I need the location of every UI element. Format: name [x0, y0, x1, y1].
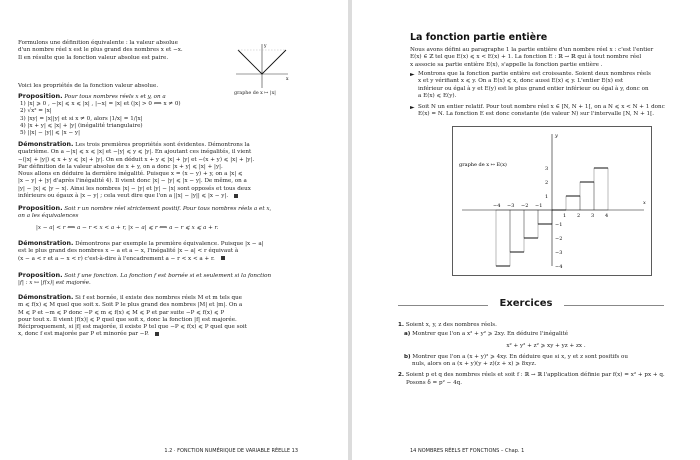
proposition-1: Proposition. Pour tous nombres réels x et y, on a: [18, 92, 166, 100]
abs-graph-x-label: x: [286, 77, 289, 82]
x-tick-label: −4: [493, 203, 501, 209]
floor-function-graph: [452, 126, 652, 276]
left-footer: 1.2 · FONCTION NUMÉRIQUE DE VARIABLE RÉELLE 13: [164, 448, 298, 454]
floor-step-box: [566, 196, 580, 210]
y-tick-label: 2: [545, 180, 549, 186]
y-tick-label: −1: [555, 222, 563, 228]
floor-step-box: [524, 210, 538, 238]
x-tick-label: 3: [591, 213, 595, 219]
right-intro: Nous avons défini au paragraphe 1 la partie entière d'un nombre réel x : c'est l'entier E(x) ∈ ℤ tel que E(x) ⩽ x < E(x) + 1. La fonction E : ℝ → ℝ qui à tout nombre réel x associe sa partie entière E(x), s'appelle la fonction partie entière .: [410, 47, 654, 68]
floor-graph-caption: graphe de x ↦ E(x): [459, 162, 507, 168]
prop-item: 1) |x| ⩾ 0 , −|x| ⩽ x ⩽ |x| , |−x| = |x| et (|x| > 0 ⟺ x ≠ 0): [20, 101, 181, 107]
props-list: [20, 101, 320, 137]
prop-item: 3) |xy| = |x||y| et si x ≠ 0, alors |1/x| = 1/|x|: [20, 115, 143, 122]
floor-step-box: [510, 210, 524, 252]
intro-paragraph: Formulons une définition équivalente : la valeur absolue d'un nombre réel x est le plus grand des nombres x et −x. Il en résulte que la fonction valeur absolue est paire.: [18, 40, 183, 61]
side-note: [0, 300, 12, 460]
x-tick-label: 2: [577, 213, 581, 219]
abs-graph-caption: graphe de x ↦ |x|: [234, 91, 276, 96]
floor-step-box: [538, 210, 552, 224]
proposition-2: Proposition. Soit r un nombre réel strictement positif. Pour tous nombres réels a et x, on a les équivalences |x − a| < r ⟺ a − r < x < a + r, |x − a| ⩽ r ⟺ a − r ⩽ x ⩽ a + r.: [18, 204, 272, 231]
proposition-3: Proposition. Soit f une fonction. La fonction f est bornée si et seulement si la fonction |f| : x ↦ |f(x)| est majorée.: [18, 271, 272, 287]
x-tick-label: −1: [535, 203, 543, 209]
right-footer: 14 NOMBRES RÉELS ET FONCTIONS – Chap. 1: [410, 448, 525, 454]
left-page: [0, 0, 348, 460]
y-tick-label: −3: [555, 250, 563, 256]
bullet-2: Soit N un entier relatif. Pour tout nombre réel x ∈ [N, N + 1[, on a N ⩽ x < N + 1 donc E(x) = N. La fonction E est donc constante (de valeur N) sur l'intervalle [N, N + 1[.: [418, 104, 665, 118]
x-tick-label: 1: [563, 213, 567, 219]
x-tick-label: −3: [507, 203, 515, 209]
abs-value-graph: [228, 40, 292, 90]
demonstration-3: Démonstration. Si f est bornée, il existe des nombres réels M et m tels que m ⩽ f(x) ⩽ M quel que soit x. Soit P le plus grand des nombres |M| et |m|. On a M ⩽ P et −m ⩽ P donc −P ⩽ m ⩽ f(x) ⩽ M ⩽ P et par suite −P ⩽ f(x) ⩽ P pour tout x. Il vient |f(x)| ⩽ P quel que soit x, donc la fonction |f| est majorée. Réciproquement, si |f| est majorée, il existe P tel que −P ⩽ f(x) ⩽ P quel que soit x, donc f est majorée par P et minorée par −P.: [18, 294, 247, 338]
y-tick-label: 3: [545, 166, 549, 172]
exercise-1: 1. Soient x, y, z des nombres réels. a) Montrer que l'on a x² + y² ⩾ 2xy. En déduire l'inégalité x² + y² + z² ⩾ xy + yz + zx . b) Montrer que l'on a (x + y)² ⩾ 4xy. En déduire que si x, y et z sont positifs ou nuls, alors on a (x + y)(y + z)(z + x) ⩾ 8xyz. 2. Soient p et q des nombres réels et soit f : ℝ → ℝ l'application définie par f(x) = x² + px + q. Posons δ = p² − 4q.: [398, 322, 665, 386]
bullet-arrow-icon: ►: [410, 104, 415, 111]
prop-item: 5) ||x| − |y|| ⩽ |x − y|: [20, 130, 80, 137]
prop-item: 4) |x + y| ⩽ |x| + |y| (inégalité triangulaire): [20, 122, 143, 129]
demonstration-2: Démonstration. Démontrons par exemple la première équivalence. Puisque |x − a| est le plus grand des nombres x − a et a − x, l'inégalité |x − a| < r équivaut à (x − a < r et a − x < r) c'est-à-dire à l'encadrement a − r < x < a + r.: [18, 240, 264, 262]
qed-mark: [234, 194, 238, 198]
y-tick-label: 1: [545, 194, 549, 200]
exercises-rule-right: [564, 305, 664, 306]
prop-item: 2) √x² = |x|: [20, 108, 52, 115]
floor-step-box: [580, 182, 594, 210]
bullet-arrow-icon: ►: [410, 71, 415, 78]
y-tick-label: −2: [555, 236, 563, 242]
qed-mark: [155, 332, 159, 336]
floor-x-label: x: [643, 200, 646, 206]
props-intro: Voici les propriétés de la fonction valeur absolue.: [18, 83, 159, 89]
abs-graph-y-label: y: [264, 44, 267, 49]
floor-step-box: [496, 210, 510, 266]
y-tick-label: −4: [555, 264, 563, 270]
right-page: [352, 0, 700, 460]
floor-step-box: [594, 168, 608, 210]
demonstration-1: Démonstration. Les trois premières propriétés sont évidentes. Démontrons la quatrième. On a −|x| ⩽ x ⩽ |x| et −|y| ⩽ y ⩽ |y|. En ajoutant ces inégalités, il vient −(|x| + |y|) ⩽ x + y ⩽ |x| + |y|. On en déduit x + y ⩽ |x| + |y| et −(x + y) ⩽ |x| + |y|. Par définition de la valeur absolue de x + y, on a donc |x + y| ⩽ |x| + |y|. Nous allons en déduire la dernière inégalité. Puisque x = (x − y) + y, on a |x| ⩽ |x − y| + |y| d'après l'inégalité 4). Il vient donc |x| − |y| ⩽ |x − y|. De même, on a |y| − |x| ⩽ |y − x|. Ainsi les nombres |x| − |y| et |y| − |x| sont opposés et tous deux inférieurs ou égaux à |x − y| ; cela veut dire que l'on a ||x| − |y|| ⩽ |x − y|.: [18, 141, 255, 200]
floor-y-label: y: [555, 133, 558, 139]
bullet-1: Montrons que la fonction partie entière est croissante. Soient deux nombres réels x et y vérifiant x ⩽ y. On a E(x) ⩽ x, donc aussi E(x) ⩽ y. L'entier E(x) est inférieur ou égal à y et E(y) est le plus grand entier inférieur ou égal à y, donc on a E(x) ⩽ E(y).: [418, 71, 651, 99]
x-tick-label: −2: [521, 203, 529, 209]
section-title: La fonction partie entière: [410, 32, 548, 43]
x-tick-label: 4: [605, 213, 609, 219]
exercises-title: Exercices: [499, 298, 553, 309]
qed-mark: [221, 256, 225, 260]
